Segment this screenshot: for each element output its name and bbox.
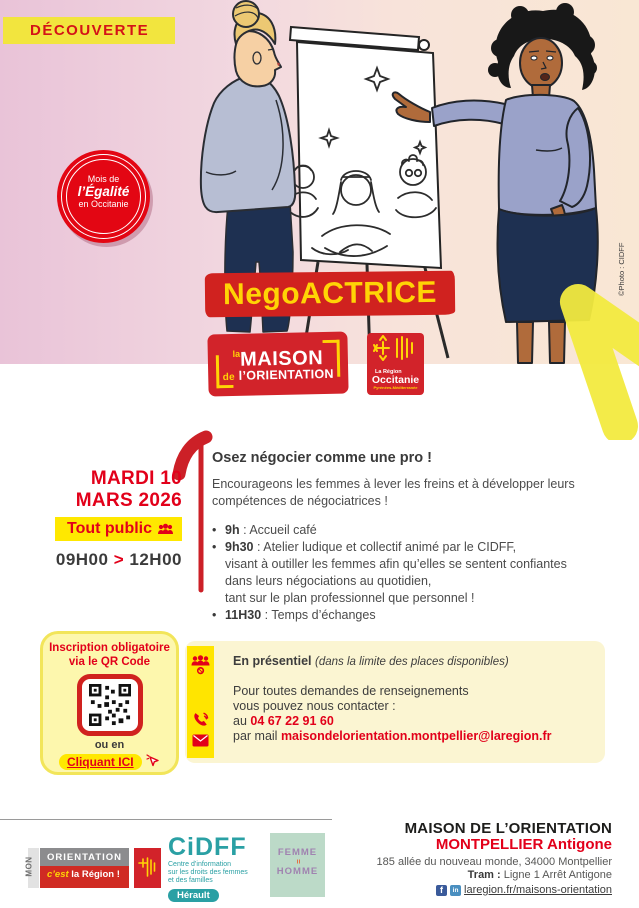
program-list — [212, 522, 624, 624]
logo-bracket — [216, 355, 234, 388]
region-small-label: La Région — [375, 369, 402, 375]
program-item-extra: visant à outiller les femmes afin qu’elles se sentent confiantes — [225, 557, 567, 571]
intro-line2: compétences de négociatrices ! — [212, 493, 388, 508]
region-name: Occitanie — [371, 374, 420, 386]
info-box — [185, 641, 605, 763]
occitan-cross-icon — [137, 855, 158, 881]
website-link[interactable]: laregion.fr/maisons-orientation — [464, 884, 612, 896]
phone-number[interactable]: 04 67 22 91 60 — [250, 714, 334, 728]
footer-divider — [0, 819, 332, 820]
decouverte-banner: DÉCOUVERTE — [3, 17, 175, 44]
occitanie-mini-logo — [134, 848, 161, 888]
facebook-icon[interactable]: f — [436, 885, 447, 896]
time-separator: > — [113, 550, 125, 569]
time-range: 09H00 > 12H00 — [55, 550, 182, 569]
bullet: • — [212, 523, 217, 537]
bullet: • — [212, 540, 217, 554]
cidff-desc: Centre d’information sur les droits des femmes et des familles — [168, 861, 248, 884]
logo-bracket — [323, 340, 341, 377]
footer-city: MONTPELLIER Antigone — [435, 836, 612, 853]
program-item: • 11H30 : Temps d’échanges — [212, 608, 376, 622]
contact-line1: Pour toutes demandes de renseignements — [233, 684, 469, 698]
envelope-icon — [192, 734, 209, 747]
date-line2: MARS 2026 — [75, 490, 182, 511]
footer-org-name: MAISON DE L’ORIENTATION — [404, 820, 612, 837]
places-note: (dans la limite des places disponibles) — [314, 656, 509, 668]
flipchart — [290, 27, 441, 268]
audience-pill — [55, 517, 182, 541]
inscription-box — [40, 631, 179, 775]
phone-icon — [192, 712, 209, 729]
homme-label: HOMME — [276, 866, 319, 877]
region-subtitle: Pyrénées-Méditerranée — [373, 385, 418, 390]
cidff-name: CiDFF — [168, 833, 247, 861]
maison-orientation-logo: $^{la}$MAISON de l’ORIENTATION — [207, 332, 348, 397]
email-address[interactable]: maisondelorientation.montpellier@laregion.fr — [280, 729, 552, 743]
qr-pattern — [88, 684, 132, 726]
event-title: NegoACTRICE — [205, 271, 455, 318]
footer-tram-line: Tram : Ligne 1 Arrêt Antigone — [467, 869, 612, 881]
inscription-line2: via le QR Code — [68, 656, 151, 668]
attendees-icon — [190, 655, 211, 675]
femme-label: FEMME — [277, 847, 318, 858]
photo-credit: ©Photo : CIDFF — [617, 242, 626, 296]
region-claim: c’est la Région ! — [40, 866, 129, 888]
femme-homme-logo — [270, 833, 325, 897]
badge-line1: Mois de — [87, 174, 120, 184]
icon-strip — [187, 646, 214, 758]
cursor-icon — [146, 754, 160, 768]
footer-address-block — [377, 820, 612, 896]
mon-orientation-logo — [24, 848, 161, 888]
date-block — [30, 468, 182, 570]
mon-vertical-label: MON — [28, 848, 39, 888]
badge-line3: en Occitanie — [78, 199, 129, 209]
badge-line2: l’Égalité — [77, 184, 130, 199]
equals-icon: = — [293, 859, 303, 865]
program-item: • 9h : Accueil café — [212, 523, 317, 537]
orientation-label: ORIENTATION — [40, 848, 129, 866]
qr-code[interactable] — [77, 674, 143, 736]
cliquant-ici-link[interactable]: Cliquant ICI — [59, 754, 142, 770]
inscription-line1: Inscription obligatoire — [49, 642, 170, 654]
program-item: • 9h30 : Atelier ludique et collectif animé par le CIDFF, visant à outiller les femmes afin qu’elles se sentent confiantes dans leurs négociations au quotidien, tant sur le plan professionnel que personnel ! — [212, 539, 624, 607]
info-text: En présentiel (dans la limite des places disponibles) Pour toutes demandes de renseignements vous pouvez nous contacter : au 04 67 22 91 60 par mail maisondelorientation.montpellier@laregion.fr — [233, 654, 605, 744]
program-item-extra: dans leurs négociations au quotidien, — [225, 574, 432, 588]
date-line1: MARDI 10 — [90, 468, 182, 489]
content-heading: Osez négocier comme une pro ! — [212, 450, 432, 466]
egalite-badge — [57, 150, 150, 243]
linkedin-icon[interactable]: in — [450, 885, 461, 896]
bullet: • — [212, 608, 217, 622]
cidff-herault-badge: Hérault — [168, 889, 219, 902]
occitan-cross-icon — [367, 333, 424, 363]
intro-line1: Encourageons les femmes à lever les freins et à développer leurs — [212, 477, 575, 491]
main-content — [212, 450, 624, 624]
presentiel-label: En présentiel — [233, 654, 315, 668]
program-item-extra: tant sur le plan professionnel que personnel ! — [225, 591, 475, 605]
region-occitanie-logo — [367, 333, 424, 395]
badge-ring — [66, 159, 141, 234]
audience-label: Tout public — [66, 520, 152, 537]
or-text: ou en — [94, 739, 125, 751]
contact-line2: vous pouvez nous contacter : — [233, 699, 396, 713]
footer-street-address: 185 allée du nouveau monde, 34000 Montpellier — [376, 856, 612, 868]
people-icon — [157, 523, 174, 535]
